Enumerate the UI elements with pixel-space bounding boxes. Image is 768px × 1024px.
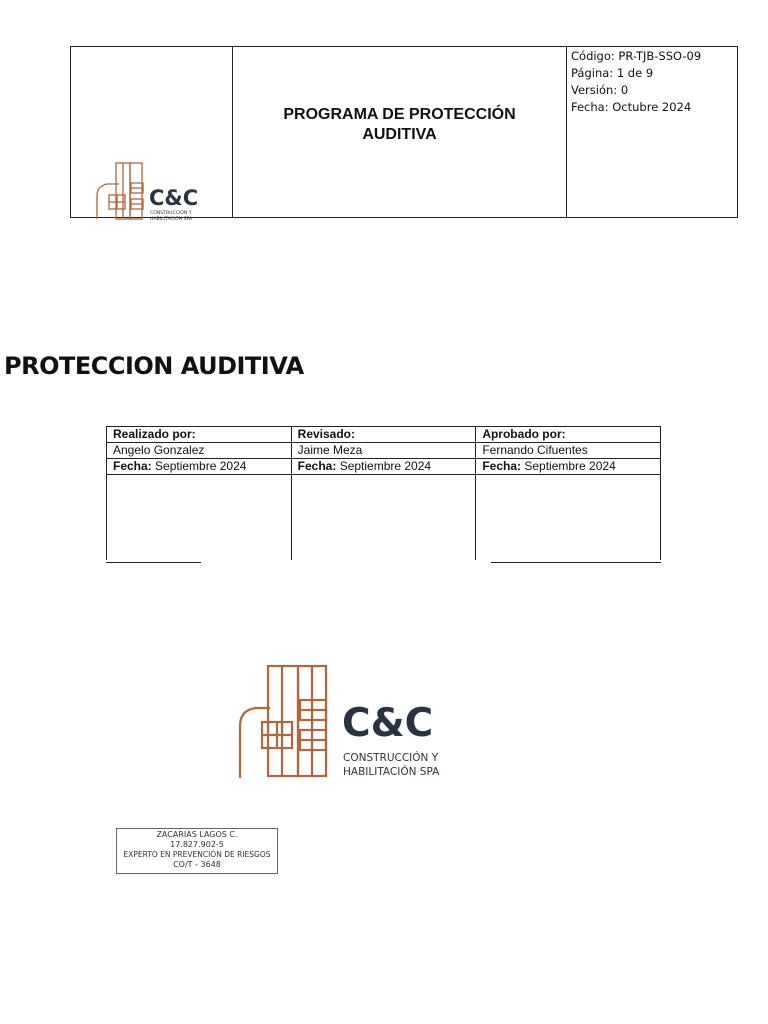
fecha-label: Fecha: xyxy=(297,459,337,473)
approval-dates-row xyxy=(107,459,661,475)
approval-name-realizado: Angelo Gonzalez xyxy=(107,443,292,459)
main-title-text: PROTECCION AUDITIVA xyxy=(4,352,304,380)
signature-cell-realizado xyxy=(107,475,292,561)
logo-tagline-large-1: CONSTRUCCIÓN Y xyxy=(343,752,439,764)
signature-line-right xyxy=(491,562,661,563)
stamp-line-3: EXPERTO EN PREVENCIÓN DE RIESGOS xyxy=(123,850,271,859)
header-title xyxy=(233,47,567,217)
fecha-label: Fecha: xyxy=(482,459,521,473)
logo-brand-small: C&C xyxy=(149,186,199,210)
document-header xyxy=(70,46,738,222)
date-value: Septiembre 2024 xyxy=(339,459,432,473)
header-codigo: Código: PR-TJB-SSO-09 xyxy=(571,49,702,63)
stamp-line-4: CO/T - 3648 xyxy=(173,860,221,869)
approval-date-realizado xyxy=(107,459,292,475)
date-value: Septiembre 2024 xyxy=(524,459,616,473)
approval-names-row xyxy=(107,443,661,459)
logo-brand-large: C&C xyxy=(342,701,434,746)
approval-header-realizado: Realizado por: xyxy=(107,427,292,443)
signature-cell-revisado xyxy=(291,475,476,561)
stamp-line-1: ZACARIAS LAGOS C. xyxy=(156,830,238,839)
main-title xyxy=(0,352,304,380)
fecha-label: Fecha: xyxy=(113,459,152,473)
signature-cell-aprobado xyxy=(476,475,661,561)
approval-header-row xyxy=(107,427,661,443)
approval-table xyxy=(106,426,661,560)
header-logo-cell xyxy=(71,47,233,222)
signature-line-left xyxy=(106,562,201,563)
date-value: Septiembre 2024 xyxy=(155,459,247,473)
company-logo-small xyxy=(71,47,232,222)
logo-tagline-small-1: CONSTRUCCIÓN Y xyxy=(150,211,192,216)
header-version: Versión: 0 xyxy=(571,83,629,97)
header-title-line1: PROGRAMA DE PROTECCIÓN xyxy=(283,106,516,123)
approval-header-aprobado: Aprobado por: xyxy=(476,427,661,443)
header-fecha: Fecha: Octubre 2024 xyxy=(571,100,692,114)
header-meta xyxy=(567,47,737,217)
logo-tagline-large-2: HABILITACIÓN SPA xyxy=(343,766,440,778)
approval-signature-row xyxy=(107,475,661,561)
approval-name-revisado: Jaime Meza xyxy=(291,443,476,459)
company-logo-large xyxy=(234,660,474,784)
logo-tagline-small-2: HABILITACIÓN SPA xyxy=(150,217,193,222)
approval-date-revisado xyxy=(291,459,476,475)
approval-date-aprobado xyxy=(476,459,661,475)
approval-name-aprobado: Fernando Cifuentes xyxy=(476,443,661,459)
header-pagina: Página: 1 de 9 xyxy=(571,66,654,80)
stamp-line-2: 17.827.902-5 xyxy=(170,840,224,849)
expert-stamp xyxy=(116,828,278,874)
approval-header-revisado: Revisado: xyxy=(291,427,476,443)
header-title-line2: AUDITIVA xyxy=(362,126,437,143)
